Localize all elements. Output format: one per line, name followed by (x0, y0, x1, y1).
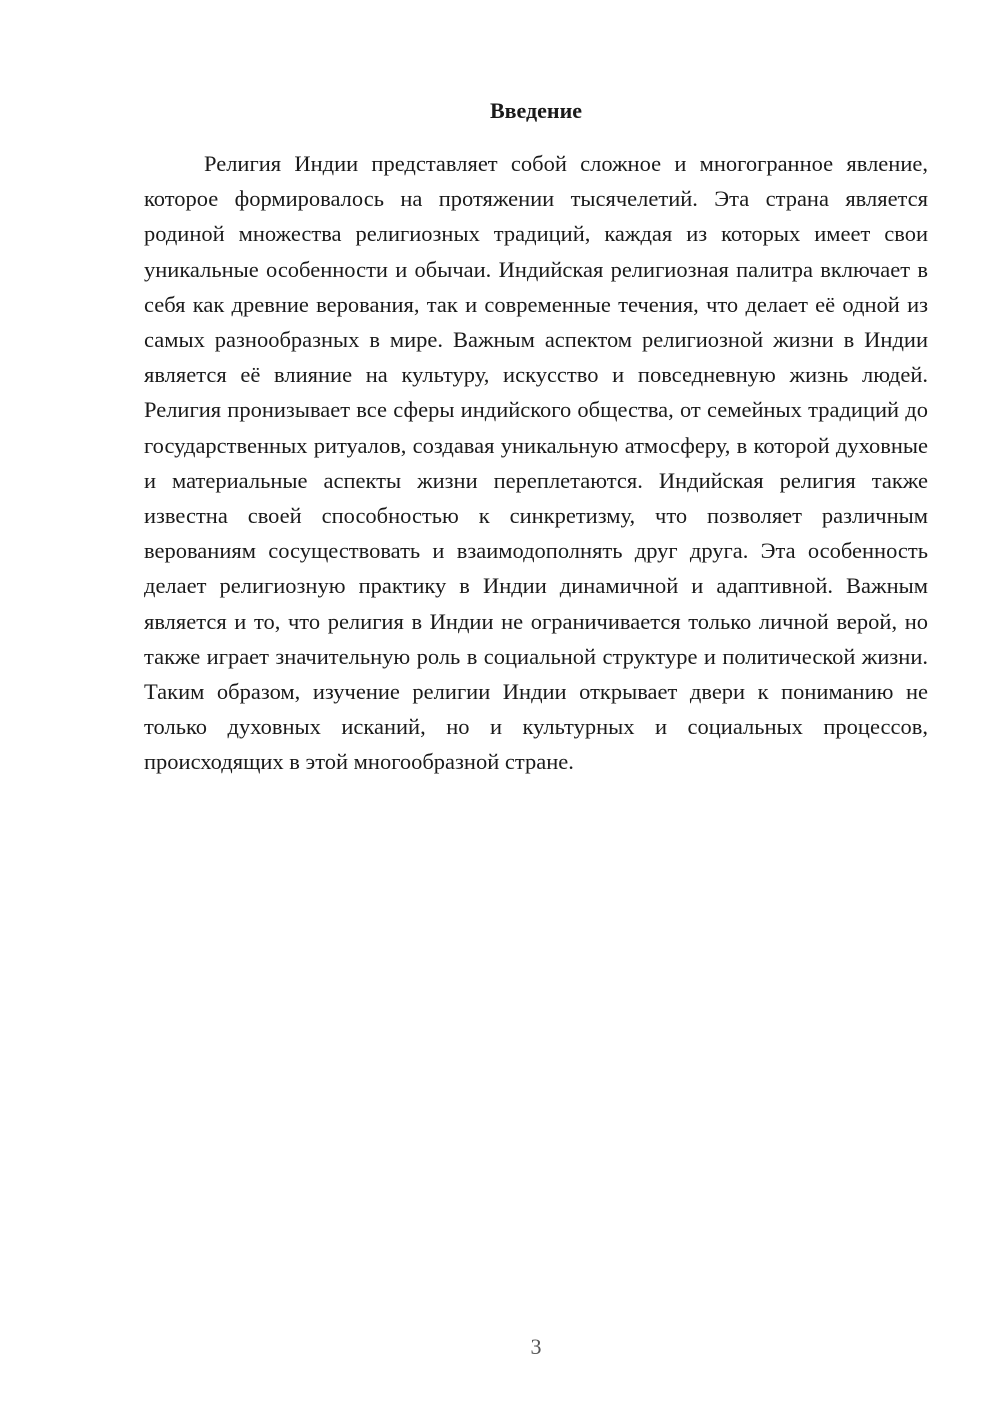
page-number: 3 (530, 1334, 542, 1359)
section-title: Введение (489, 98, 583, 123)
body-paragraph: Религия Индии представляет собой сложное и многогранное явление, которое формировалось на протяжении тысячелетий. Эта страна является родиной множества религиозных традиций, каждая из которых имеет свои уникальные особенности и обычаи. Индийская религиозная палитра включает в себя как древние верования, так и современные течения, что делает её одной из самых разнообразных в мире. Важным аспектом религиозной жизни в Индии является её влияние на культуру, искусство и повседневную жизнь людей. Религия пронизывает все сферы индийского общества, от семейных традиций до государственных ритуалов, создавая уникальную атмосферу, в которой духовные и материальные аспекты жизни переплетаются. Индийская религия также известна своей способностью к синкретизму, что позволяет различным верованиям сосуществовать и взаимодополнять друг друга. Эта особенность делает религиозную практику в Индии динамичной и адаптивной. Важным является и то, что религия в Индии не ограничивается только личной верой, но также играет значительную роль в социальной структуре и политической жизни. Таким образом, изучение религии Индии открывает двери к пониманию не только духовных исканий, но и культурных и социальных процессов, происходящих в этой многообразной стране. (144, 151, 928, 775)
